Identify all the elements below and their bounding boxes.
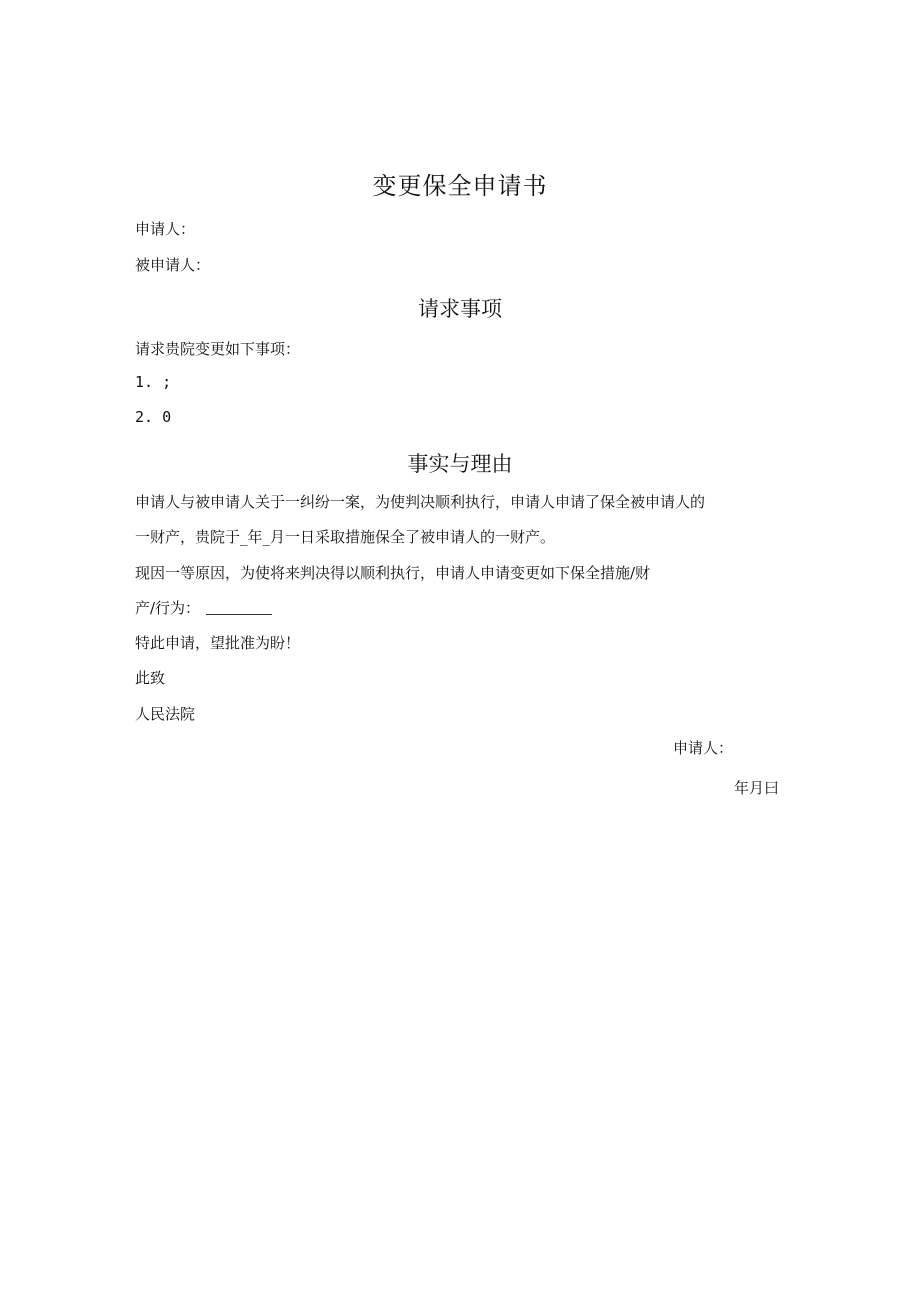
request-item-2: 2. 0 [135,408,172,426]
respondent-label: 被申请人： [135,256,211,274]
facts-paragraph-line-2: 一财产，贵院于_年_月一日采取措施保全了被申请人的一财产。 [135,528,556,546]
facts-paragraph-line-1: 申请人与被申请人关于一纠纷一案，为使判决顺利执行，申请人申请了保全被申请人的 [135,493,706,511]
closing-request: 特此申请，望批准为盼！ [135,634,301,652]
applicant-label: 申请人： [135,220,196,238]
request-item-1: 1. ; [135,373,172,391]
date-label: 年月曰 [734,779,780,797]
closing-court: 人民法院 [135,705,196,723]
facts-heading: 事实与理由 [407,452,513,476]
document-title: 变更保全申请书 [372,172,548,200]
facts-paragraph2-line-1: 现因一等原因，为使将来判决得以顺利执行，申请人申请变更如下保全措施/财 [135,564,651,582]
measures-label: 产/行为： [135,599,201,617]
closing-salutation: 此致 [135,669,166,687]
request-intro: 请求贵院变更如下事项： [135,340,301,358]
signature-label: 申请人： [673,739,734,757]
measures-blank-line [206,600,272,615]
request-heading: 请求事项 [418,297,502,321]
facts-paragraph2-line-2 [135,597,272,618]
